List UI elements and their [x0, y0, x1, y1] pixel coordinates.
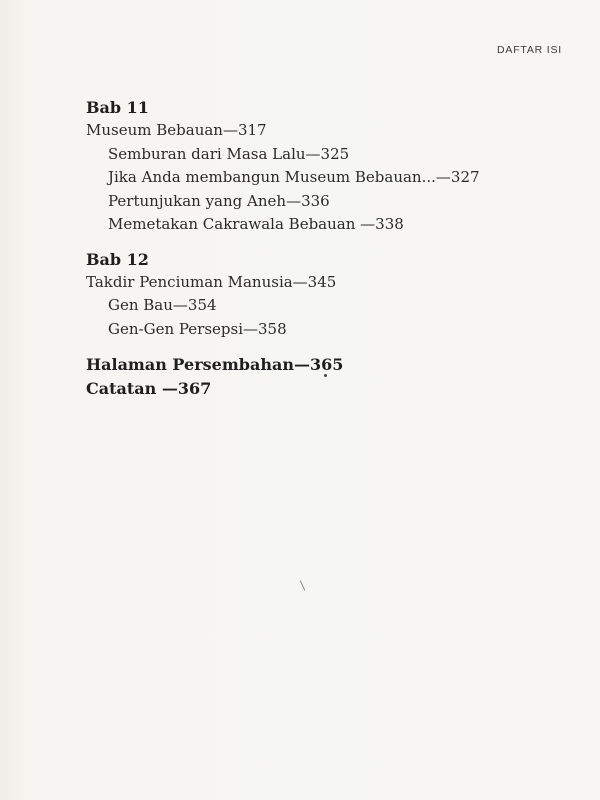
- running-head: DAFTAR ISI: [497, 44, 562, 56]
- notes-entry: Catatan —367: [86, 379, 212, 398]
- chapter-heading: Bab 12: [86, 249, 149, 269]
- table-of-contents: [86, 97, 480, 401]
- chapter-12: [86, 249, 480, 342]
- section-entry: Memetakan Cakrawala Bebauan —338: [108, 215, 404, 233]
- paper-speck: [324, 374, 327, 377]
- section-entry: Semburan dari Masa Lalu—325: [108, 144, 350, 163]
- dedication-entry: Halaman Persembahan—365: [86, 355, 344, 374]
- section-entry: Pertunjukan yang Aneh—336: [108, 191, 330, 210]
- section-entry: Gen Bau—354: [108, 296, 217, 314]
- chapter-11: [86, 97, 480, 237]
- backmatter: [86, 353, 480, 401]
- chapter-title-entry: Museum Bebauan—317: [86, 121, 267, 139]
- section-entry: Gen-Gen Persepsi—358: [108, 319, 287, 338]
- chapter-title-entry: Takdir Penciuman Manusia—345: [86, 272, 337, 291]
- chapter-heading: Bab 11: [86, 98, 149, 117]
- section-entry: Jika Anda membangun Museum Bebauan...—327: [108, 168, 480, 186]
